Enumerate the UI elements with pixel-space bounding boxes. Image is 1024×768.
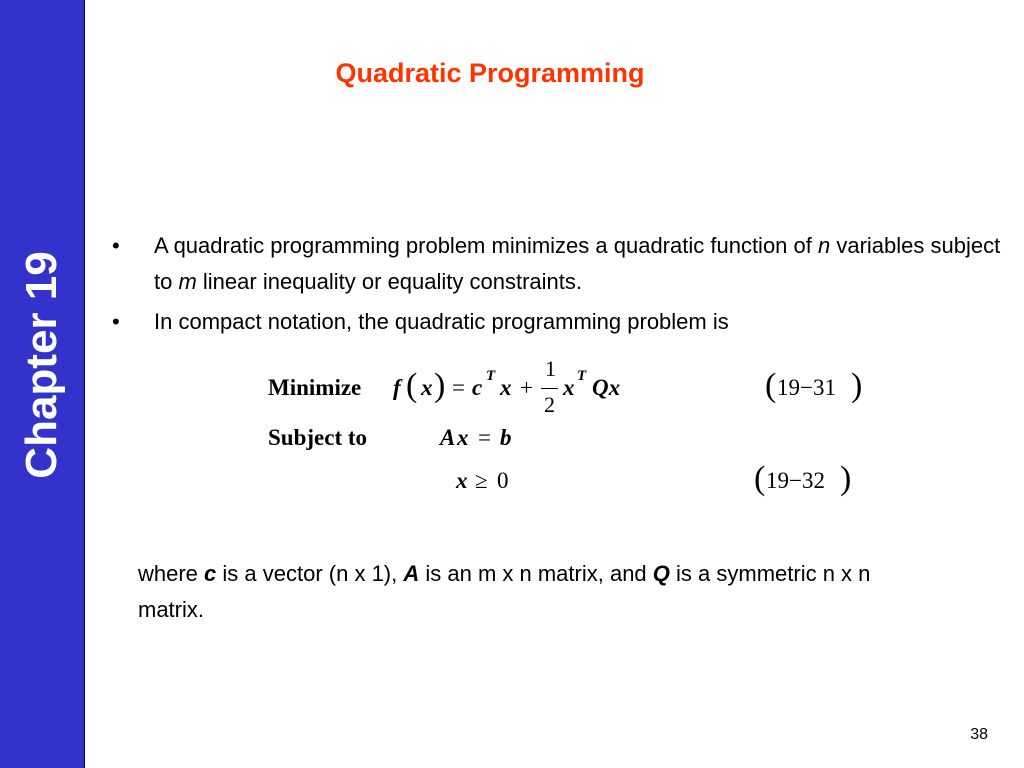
objective-qx: Qx <box>592 375 621 400</box>
bullet-dot-icon: • <box>112 233 120 258</box>
objective-transpose-2: T <box>577 368 587 384</box>
objective-f: f <box>393 375 401 400</box>
nonneg-geq: ≥ <box>475 468 488 493</box>
objective-c: c <box>472 375 483 400</box>
vector-c-symbol: c <box>204 561 217 586</box>
nonneg-zero: 0 <box>497 468 509 493</box>
constraint-b: b <box>500 425 512 450</box>
minimize-label: Minimize <box>268 375 362 400</box>
objective-x: x <box>421 375 433 400</box>
objective-rparen: ) <box>434 367 446 404</box>
fraction-denominator: 2 <box>544 392 555 417</box>
objective-x3: x <box>563 375 575 400</box>
eq2-rparen: ) <box>840 460 852 497</box>
subject-to-label: Subject to <box>268 425 368 450</box>
where-paragraph: where c is a vector (n x 1), A is an m x n matrix, and Q is a symmetric n x n matrix. <box>138 561 871 622</box>
bullet-dot-icon: • <box>112 309 120 334</box>
constraint-equals: = <box>478 425 491 450</box>
fraction-bar <box>541 388 558 389</box>
equation-number-1: 19−31 <box>777 375 836 400</box>
matrix-a-symbol: A <box>403 561 420 586</box>
constraint-a: A <box>440 425 456 450</box>
page-number: 38 <box>970 726 988 743</box>
eq1-lparen: ( <box>765 367 777 404</box>
matrix-q-symbol: Q <box>652 561 670 586</box>
bullet-item: • A quadratic programming problem minimizes a quadratic function of n variables subject to m linear inequality or equality constraints. <box>112 228 1002 300</box>
slide-title: Quadratic Programming <box>335 58 645 88</box>
objective-lparen: ( <box>406 367 418 404</box>
objective-transpose-1: T <box>486 368 496 384</box>
constraint-x: x <box>457 425 469 450</box>
equation-number-2: 19−32 <box>766 468 825 493</box>
eq2-lparen: ( <box>754 460 766 497</box>
fraction-numerator: 1 <box>545 356 556 381</box>
objective-plus: + <box>520 375 533 400</box>
chapter-label: Chapter 19 <box>17 251 66 479</box>
bullet-item: • In compact notation, the quadratic programming problem is <box>112 304 1002 340</box>
eq1-rparen: ) <box>851 367 863 404</box>
nonneg-x: x <box>456 468 468 493</box>
objective-equals: = <box>452 375 465 400</box>
objective-x2: x <box>500 375 512 400</box>
